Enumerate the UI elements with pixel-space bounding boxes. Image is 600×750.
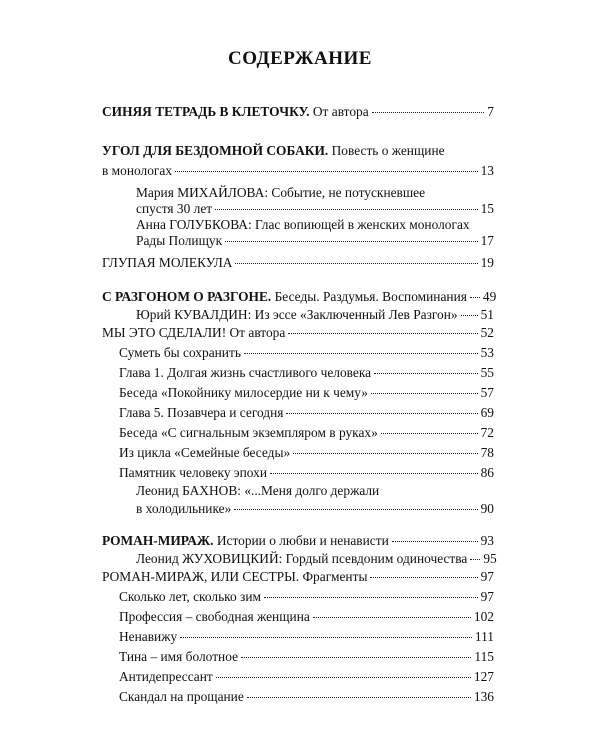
page-number: 69 [480,405,494,420]
toc-entry-text: РОМАН-МИРАЖ, ИЛИ СЕСТРЫ. Фрагменты [102,569,368,584]
toc-entry-text: спустя 30 лет [136,201,213,216]
toc-entry [0,686,600,708]
toc-entry [0,442,600,464]
toc-entry-text: в монологах [102,163,173,178]
dot-leader [372,112,485,113]
toc-entry-text: Скандал на прощание [119,689,244,704]
toc-entry [0,626,600,648]
page-number: 102 [473,609,494,624]
toc-entry [0,252,600,274]
page-number: 127 [473,669,494,684]
dot-leader [264,597,478,598]
toc-entry [0,606,600,628]
toc-entry-text: Повесть о женщине [328,143,445,158]
dot-leader [374,373,478,374]
dot-leader [216,677,471,678]
page-number: 53 [480,345,494,360]
page-number: 51 [480,307,494,322]
toc-entry-text: Беседа «Покойнику милосердие ни к чему» [119,385,368,400]
page-number: 136 [473,689,494,704]
toc-entry-text: От автора [309,104,369,119]
dot-leader [288,333,477,334]
dot-leader [225,241,478,242]
toc-entry-text: Истории о любви и ненависти [213,533,389,548]
dot-leader [371,393,478,394]
page-number: 95 [483,551,497,566]
page-number: 86 [480,465,494,480]
dot-leader [293,453,477,454]
toc-entry-text: Мария МИХАЙЛОВА: Событие, не потускневшее [136,185,426,200]
dot-leader [381,433,478,434]
page-number: 15 [480,201,494,216]
toc-entry [0,342,600,364]
toc-entry-text: Леонид ЖУХОВИЦКИЙ: Гордый псевдоним одиночества [136,551,468,566]
toc-heading: УГОЛ ДЛЯ БЕЗДОМНОЙ СОБАКИ. [102,143,329,158]
toc-entry [0,498,600,520]
toc-heading: С РАЗГОНОМ О РАЗГОНЕ. [102,289,272,304]
dot-leader [175,171,478,172]
toc-entry [0,101,600,123]
dot-leader [244,353,478,354]
page-number: 93 [480,533,494,548]
dot-leader [215,209,477,210]
toc-entry [0,160,600,182]
toc-entry-text: Тина – имя болотное [119,649,239,664]
page-number: 97 [480,589,494,604]
toc-entry-text: Суметь бы сохранить [119,345,241,360]
page-number: 49 [482,289,497,304]
toc-heading: РОМАН-МИРАЖ. [102,533,214,548]
dot-leader [270,473,478,474]
dot-leader [370,577,477,578]
toc-entry [0,422,600,444]
toc-entry [0,566,600,588]
dot-leader [470,297,480,298]
toc-entry-text: МЫ ЭТО СДЕЛАЛИ! От автора [102,325,286,340]
toc-entry-text: Глава 5. Позавчера и сегодня [119,405,284,420]
dot-leader [180,637,472,638]
dot-leader [234,509,477,510]
toc-entry-text: Рады Полищук [136,233,223,248]
page-number: 72 [480,425,494,440]
page-number: 78 [480,445,494,460]
toc-heading: СИНЯЯ ТЕТРАДЬ В КЛЕТОЧКУ. [102,104,310,119]
toc-entry [0,382,600,404]
dot-leader [461,315,478,316]
toc-entry [0,402,600,424]
dot-leader [241,657,471,658]
page-number: 57 [480,385,494,400]
toc-entry-text: Леонид БАХНОВ: «...Меня долго держали [136,483,380,498]
dot-leader [286,413,477,414]
page-number: 90 [480,501,494,516]
dot-leader [247,697,471,698]
toc-entry-text: Ненавижу [119,629,178,644]
page-number: 111 [474,629,494,644]
toc-entry-text: Антидепрессант [119,669,213,684]
toc-entry [0,362,600,384]
toc-entry [0,322,600,344]
toc-entry-text: Из цикла «Семейные беседы» [119,445,291,460]
page-number: 7 [487,104,494,119]
toc-entry-text: Профессия – свободная женщина [119,609,310,624]
toc-entry [0,646,600,668]
page-number: 115 [474,649,494,664]
toc-entry-text: в холодильнике» [136,501,232,516]
page-title: СОДЕРЖАНИЕ [228,48,372,69]
toc-entry-text: Юрий КУВАЛДИН: Из эссе «Заключенный Лев Разгон» [136,307,458,322]
dot-leader [470,559,480,560]
page-number: 19 [480,255,494,270]
toc-entry-text: Беседы. Раздумья. Воспоминания [271,289,467,304]
page-number: 17 [480,233,494,248]
page-number: 97 [480,569,494,584]
toc-entry [0,666,600,688]
toc-entry-text: Анна ГОЛУБКОВА: Глас вопиющей в женских монологах [136,217,470,232]
dot-leader [392,541,478,542]
toc-entry [0,586,600,608]
toc-entry-text: Глава 1. Долгая жизнь счастливого человека [119,365,372,380]
toc-entry-text: Памятник человеку эпохи [119,465,268,480]
page-number: 55 [480,365,494,380]
dot-leader [313,617,471,618]
toc-entry-text: ГЛУПАЯ МОЛЕКУЛА [102,255,233,270]
toc-entry-text: Беседа «С сигнальным экземпляром в руках» [119,425,378,440]
dot-leader [235,263,477,264]
toc-entry [0,140,600,162]
page-number: 52 [480,325,494,340]
page-number: 13 [480,163,494,178]
toc-entry [0,230,600,252]
toc-entry-text: Сколько лет, сколько зим [119,589,261,604]
